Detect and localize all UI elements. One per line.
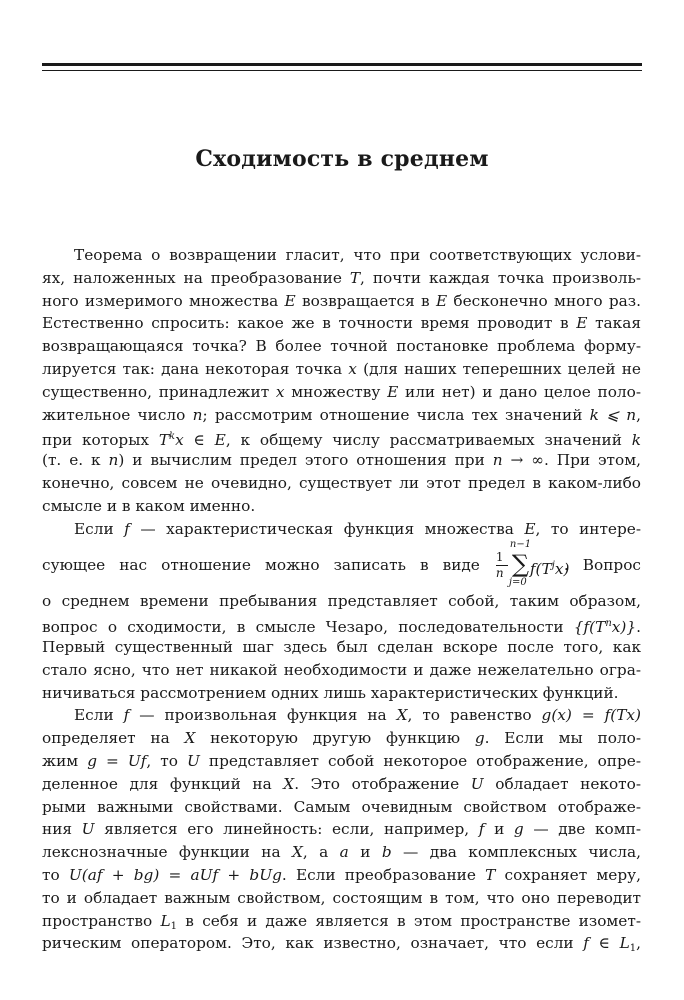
text: некоторую другую функцию (195, 729, 475, 748)
text: и (484, 820, 514, 839)
math-var: n (108, 451, 119, 470)
text: то и обладает важным свойством, состоящим в том, что оно переводит (42, 888, 641, 907)
text: . (636, 618, 641, 637)
sum-formula (494, 539, 570, 591)
text: Первый существенный шаг здесь был сделан вскоре после того, как (42, 637, 641, 656)
math-var: k (631, 431, 641, 450)
math-var: U (81, 820, 95, 839)
math-expr: x ∈ E (175, 431, 226, 450)
p3-line-8 (42, 864, 641, 887)
math-var: x (275, 382, 285, 401)
math-var: T (158, 431, 170, 450)
text: деленное для функций на (42, 774, 284, 793)
math-var: E (284, 291, 296, 310)
text: ного измеримого множества (42, 291, 285, 310)
p1-line-11 (42, 472, 641, 495)
text: . Если преобразование (281, 865, 486, 884)
top-rule-thick (42, 63, 642, 66)
text: жим (42, 751, 88, 770)
math-var: L (160, 911, 171, 930)
sum-arg-end: x) (554, 560, 570, 579)
text: ях, наложенных на преобразование (42, 268, 350, 287)
text: рыми важными свойствами. Самым очевидным свойством отображе- (42, 797, 641, 816)
math-var: U (470, 774, 484, 793)
sum-arg-text: f(T (529, 560, 552, 579)
p3-line-6 (42, 818, 641, 841)
p3-line-10 (42, 910, 641, 933)
text: представляет собой некоторое отображение, опре- (199, 751, 642, 770)
text: , а (302, 843, 340, 862)
text: в себя и даже является в этом пространстве изомет- (177, 911, 641, 930)
text: ничиваться рассмотрением одних лишь характеристических функций. (42, 683, 619, 702)
text: ) и вычислим предел этого отношения при (118, 451, 493, 470)
text: лируется так: дана некоторая точка (42, 359, 349, 378)
p2-line-7 (42, 682, 641, 705)
text: ; рассмотрим отношение числа тех значений (202, 405, 590, 424)
text: , то интере- (535, 519, 641, 538)
text: (для наших теперешних целей не (356, 359, 641, 378)
math-sup: k (169, 431, 176, 443)
text: (т. е. к (42, 451, 109, 470)
text: , то равенство (407, 706, 542, 725)
text: и (348, 843, 382, 862)
fraction-numerator: 1 (495, 550, 504, 565)
text: при которых (42, 431, 159, 450)
text: Если (74, 706, 124, 725)
math-expr: U(af + bg) = aUf + bUg (68, 865, 282, 884)
p3-line-5 (42, 796, 641, 819)
p1-line-5 (42, 335, 641, 358)
sum-arg-sup: j (551, 560, 555, 572)
math-var: T (349, 268, 361, 287)
math-var: n (192, 405, 203, 424)
math-expr: x)} (611, 618, 637, 637)
text: множеству (284, 382, 388, 401)
text: . Это отображение (294, 774, 471, 793)
text: . При этом, (543, 451, 641, 470)
p3-line-11 (42, 932, 641, 955)
math-var: E (576, 314, 588, 333)
text: стало ясно, что нет никакой необходимости и даже нежелательно огра- (42, 660, 641, 679)
math-var: f (123, 706, 130, 725)
text: — характеристическая функция множества (129, 519, 525, 538)
text: существенно, принадлежит (42, 382, 276, 401)
text: , к общему числу рассматриваемых значений (225, 431, 632, 450)
math-var: E (387, 382, 399, 401)
fraction-denominator: n (495, 566, 504, 581)
p1-line-2 (42, 267, 641, 290)
math-var: E (524, 519, 536, 538)
p3-line-9 (42, 887, 641, 910)
p3-line-3 (42, 750, 641, 773)
p2-line-6 (42, 659, 641, 682)
text: — произвольная функция на (129, 706, 397, 725)
text: сохраняет меру, (495, 865, 641, 884)
text: , (636, 405, 641, 424)
text: сующее нас отношение можно записать в виде (42, 556, 494, 575)
text: Естественно спросить: какое же в точности время проводит в (42, 314, 577, 333)
math-var: f (478, 820, 485, 839)
p1-line-12 (42, 495, 641, 518)
p1-line-1 (42, 244, 641, 267)
text: Теорема о возвращении гласит, что при соответствующих услови- (74, 246, 641, 264)
text: . Вопрос (563, 556, 641, 575)
text: конечно, совсем не очевидно, существует ли этот предел в каком-либо (42, 473, 641, 492)
p1-line-10 (42, 449, 641, 472)
math-var: f (124, 519, 130, 538)
p1-line-3 (42, 290, 641, 313)
text: является его линейность: если, например, (94, 820, 479, 839)
p2-line-5 (42, 636, 641, 659)
math-var: X (291, 843, 303, 862)
text: , почти каждая точка произволь- (360, 268, 641, 287)
sum-upper-limit: n−1 (509, 539, 532, 551)
math-var: a (339, 843, 349, 862)
text: рическим оператором. Это, как известно, означает, что если (42, 934, 584, 953)
math-var: U (186, 751, 200, 770)
math-sub: 1 (629, 943, 637, 955)
p2-line-2-formula (42, 540, 641, 590)
math-var: g (513, 820, 524, 839)
p1-line-8 (42, 404, 641, 427)
text: возвращается в (295, 291, 436, 310)
sum-lower-limit: j=0 (508, 577, 527, 589)
p1-line-4 (42, 312, 641, 335)
top-rule-thin (42, 70, 642, 71)
text: определяет на (42, 729, 185, 748)
math-sub: 1 (170, 920, 178, 932)
text: пространство (42, 911, 161, 930)
p3-line-7 (42, 841, 641, 864)
text: — две комп- (523, 820, 641, 839)
text: или нет) и дано целое поло- (398, 382, 642, 401)
p3-line-2 (42, 727, 641, 750)
sigma-symbol: ∑ (511, 550, 530, 579)
text: смысле и в каком именно. (42, 496, 256, 515)
fraction (496, 551, 508, 580)
math-expr: {f(T (573, 618, 606, 637)
math-var: x (348, 359, 357, 378)
text: возвращающаяся точка? В более точной постановке проблема форму- (42, 337, 641, 356)
math-expr: g = Uf (87, 751, 147, 770)
p1-line-6 (42, 358, 641, 381)
p3-line-4 (42, 773, 641, 796)
p1-line-9 (42, 426, 641, 449)
math-sup: n (605, 618, 612, 630)
math-expr: n → ∞ (492, 451, 544, 470)
text: такая (587, 314, 641, 333)
text: ния (42, 820, 82, 839)
text: , (636, 934, 642, 953)
text: о среднем времени пребывания представляет собой, таким образом, (42, 592, 641, 611)
p2-line-4 (42, 613, 641, 636)
p3-line-1 (42, 704, 641, 727)
text: Если (74, 519, 125, 538)
text: то (42, 865, 69, 884)
math-var: g (474, 729, 485, 748)
math-expr: f ∈ L (583, 934, 630, 953)
text: , то (146, 751, 187, 770)
body-text (42, 244, 641, 955)
text: обладает некото- (483, 774, 641, 793)
text: — два комплексных числа, (391, 843, 642, 862)
text: вопрос о сходимости, в смысле Чезаро, последовательности (42, 618, 574, 637)
math-var: X (283, 774, 295, 793)
math-var: T (485, 865, 496, 884)
text: . Если мы поло- (484, 729, 641, 748)
math-var: X (396, 706, 408, 725)
math-expr: g(x) = f(Tx) (541, 706, 642, 725)
text: лекснозначные функции на (42, 843, 292, 862)
p1-line-7 (42, 381, 641, 404)
sum-argument (530, 541, 570, 594)
p2-line-1 (42, 518, 641, 541)
section-title: Сходимость в среднем (195, 146, 489, 172)
math-var: E (435, 291, 448, 310)
math-var: b (381, 843, 392, 862)
text: бесконечно много раз. (447, 291, 641, 310)
math-var: X (184, 729, 196, 748)
text: жительное число (42, 405, 193, 424)
math-expr: k ⩽ n (589, 405, 637, 424)
